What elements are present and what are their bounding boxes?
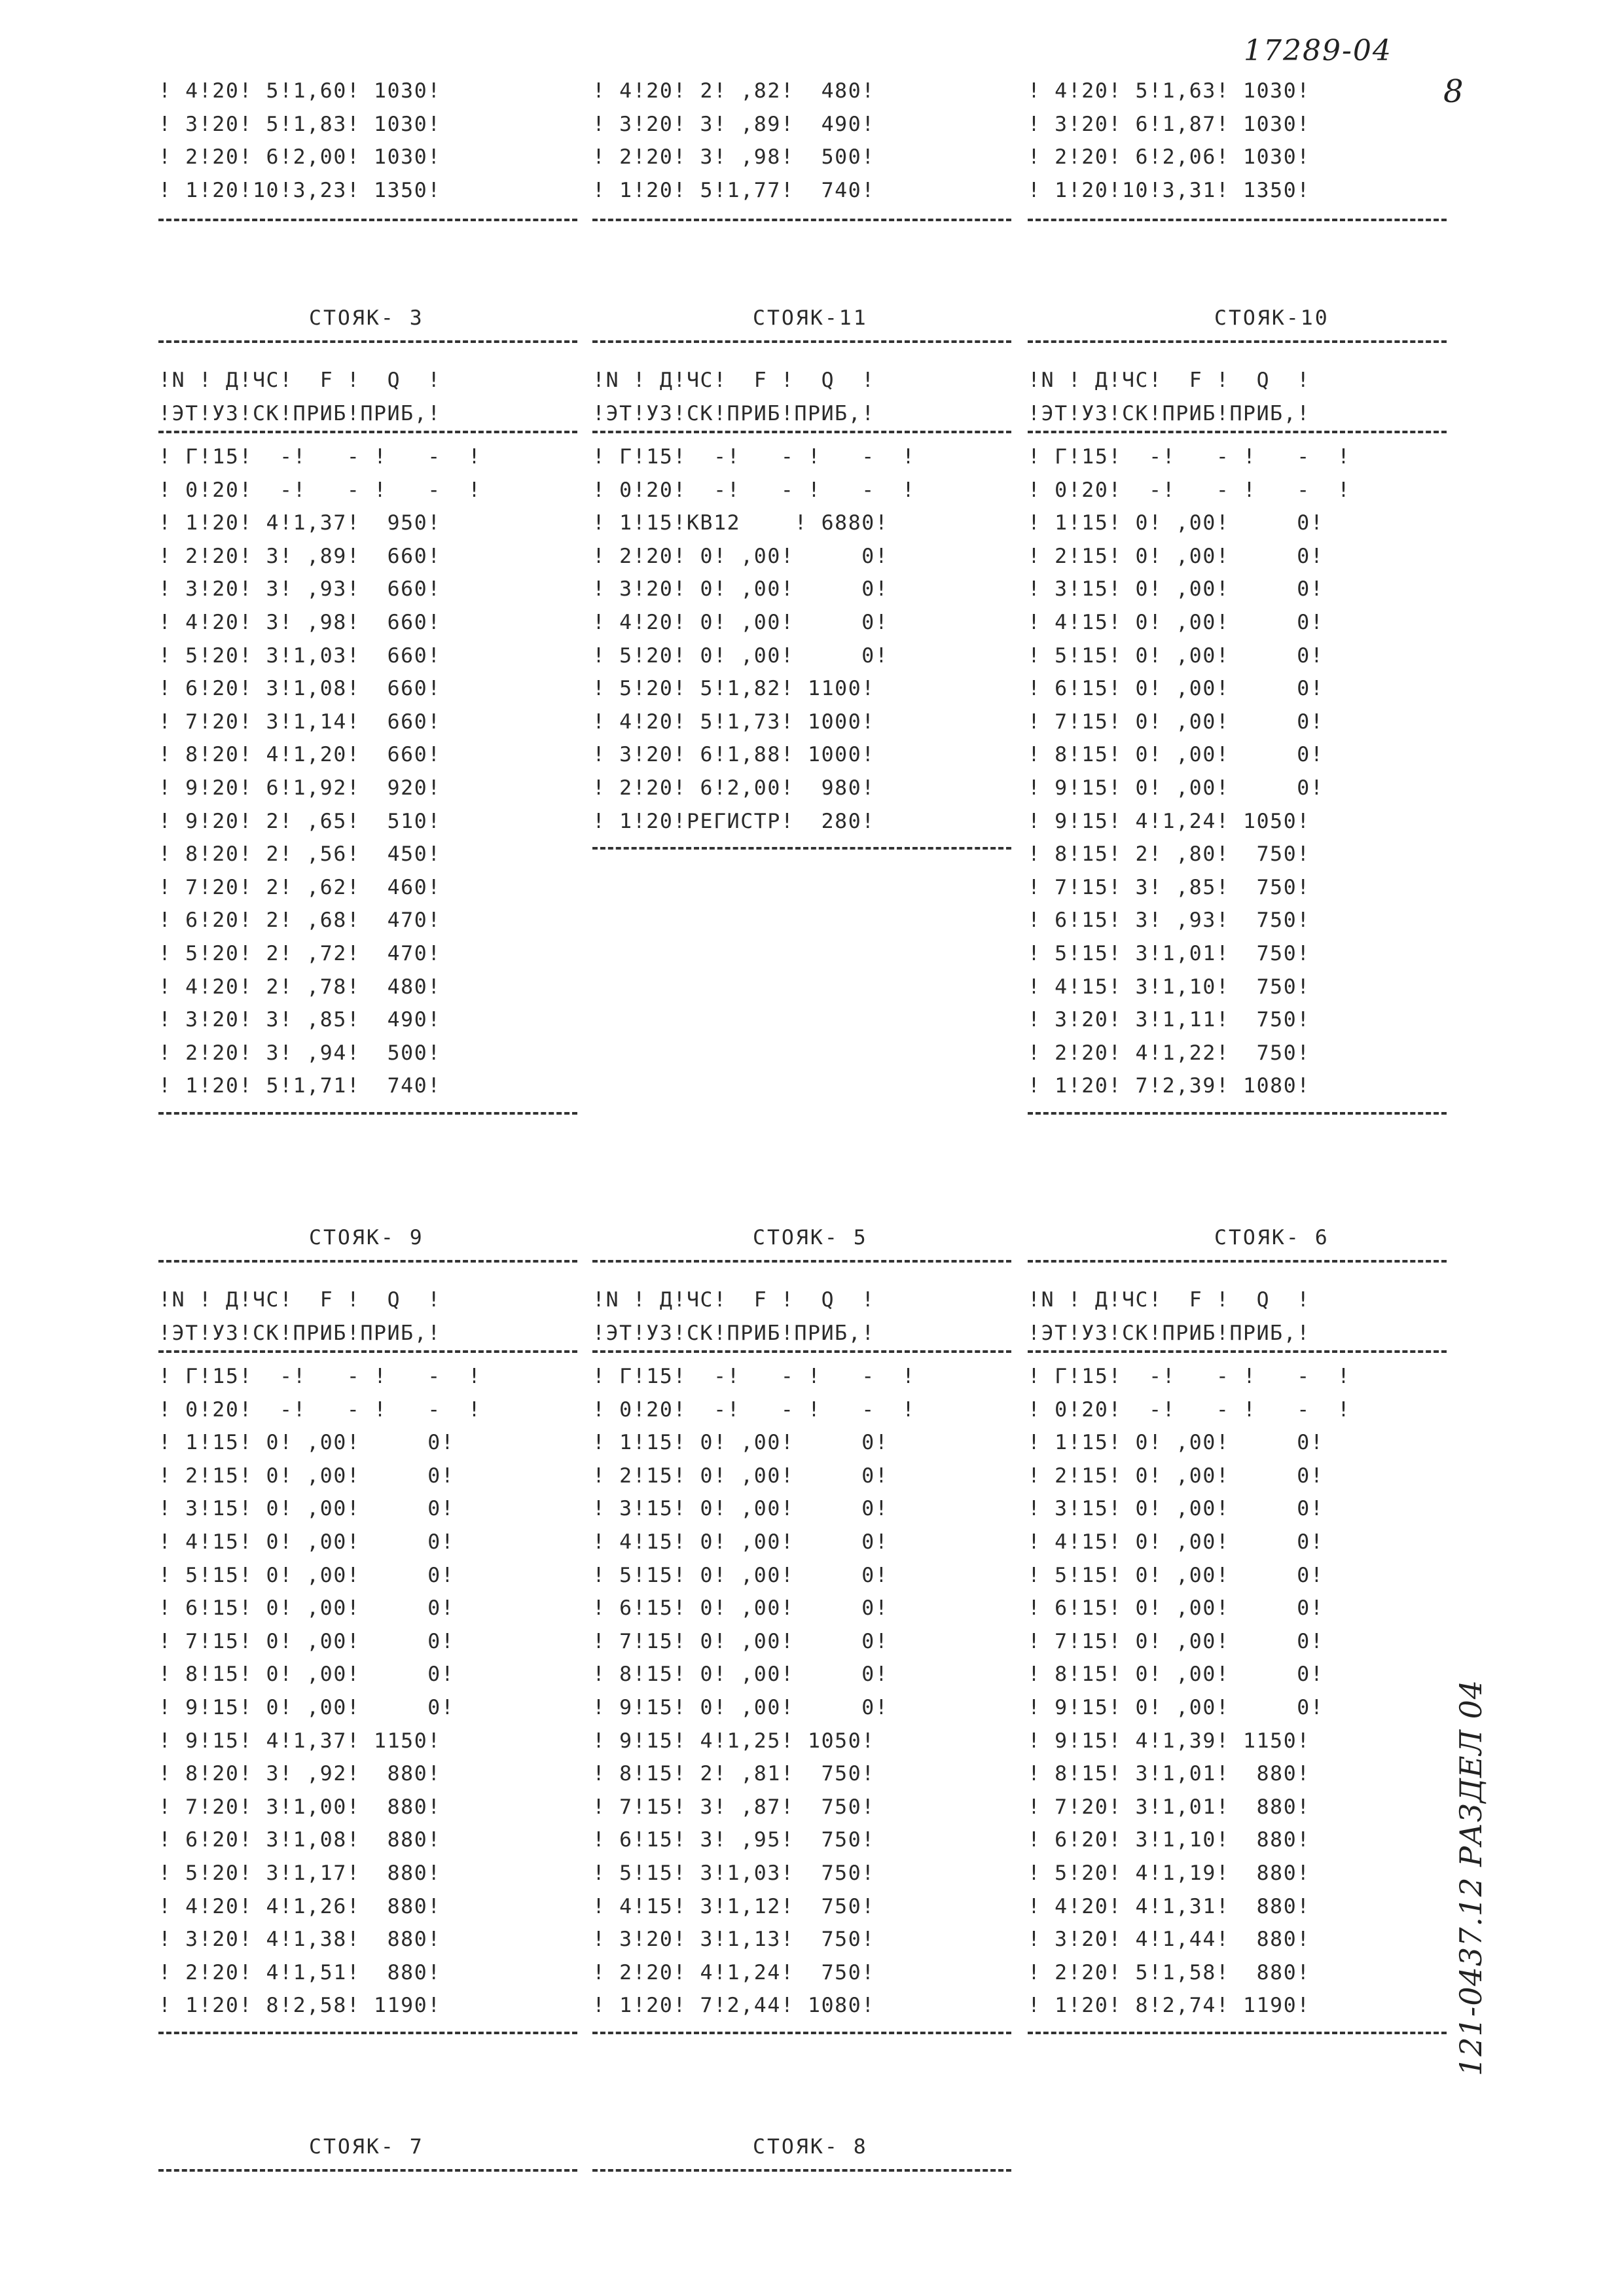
table-row: ! 2!20! 4!1,22! 750!	[1028, 1041, 1310, 1065]
table-row: ! 5!20! 3!1,03! 660!	[158, 643, 441, 668]
table-row: ! 5!15! 3!1,01! 750!	[1028, 941, 1310, 965]
table-row: ! 1!20! 4!1,37! 950!	[158, 511, 441, 535]
riser-table-1	[158, 440, 482, 1103]
table-row: ! 6!15! 0! ,00! 0!	[1028, 677, 1324, 701]
document-number-annotation: 17289-04	[1244, 34, 1392, 67]
table-row: ! 0!20! -! - ! - !	[1028, 478, 1351, 502]
table-row: ! 0!20! -! - ! - !	[592, 1397, 916, 1422]
table-row: ! Г!15! -! - ! - !	[592, 445, 916, 469]
table-bottom-rule	[1028, 219, 1447, 221]
page-number-annotation: 8	[1443, 73, 1464, 110]
table-row: ! 6!15! 0! ,00! 0!	[158, 1596, 455, 1621]
table-header-1	[158, 1284, 441, 1350]
column-header-row: !ЭТ!УЗ!СК!ПРИБ!ПРИБ,!	[158, 401, 441, 425]
column-header-row: !N ! Д!ЧС! F ! Q !	[158, 1288, 441, 1312]
table-row: ! 9!15! 4!1,37! 1150!	[158, 1729, 441, 1753]
table-row: ! 4!15! 0! ,00! 0!	[1028, 610, 1324, 634]
header-rule	[1028, 431, 1447, 433]
riser-title-1: СТОЯК- 7	[309, 2135, 424, 2159]
table-row: ! 2!15! 0! ,00! 0!	[1028, 1464, 1324, 1488]
table-row: ! 2!20! 3! ,94! 500!	[158, 1041, 441, 1065]
table-row: ! 3!15! 0! ,00! 0!	[158, 1497, 455, 1521]
table-row: ! 5!15! 0! ,00! 0!	[592, 1563, 889, 1587]
table-header-1	[158, 364, 441, 430]
table-top-rule	[592, 2169, 1011, 2172]
table-row: ! 1!15! 0! ,00! 0!	[1028, 511, 1324, 535]
riser-title-2: СТОЯК- 8	[753, 2135, 868, 2159]
table-row: ! 3!15! 0! ,00! 0!	[1028, 1497, 1324, 1521]
table-top-rule	[1028, 340, 1447, 343]
table-row: ! 9!20! 2! ,65! 510!	[158, 809, 441, 833]
table-header-2	[592, 1284, 875, 1350]
column-header-row: !ЭТ!УЗ!СК!ПРИБ!ПРИБ,!	[592, 401, 875, 425]
table-row: ! Г!15! -! - ! - !	[1028, 445, 1351, 469]
table-row: ! 3!20! 6!1,87! 1030!	[1028, 112, 1310, 136]
table-row: ! 2!20! 6!2,00! 980!	[592, 776, 875, 800]
table-row: ! 8!20! 4!1,20! 660!	[158, 743, 441, 767]
table-row: ! 5!20! 5!1,82! 1100!	[592, 677, 875, 701]
table-row: ! 2!20! 6!2,06! 1030!	[1028, 145, 1310, 170]
table-row: ! 7!20! 2! ,62! 460!	[158, 875, 441, 899]
column-header-row: !N ! Д!ЧС! F ! Q !	[1028, 368, 1310, 392]
header-rule	[158, 1350, 577, 1353]
table-row: ! 9!15! 4!1,24! 1050!	[1028, 809, 1310, 833]
table-top-rule	[158, 340, 577, 343]
table-row: ! 0!20! -! - ! - !	[158, 1397, 482, 1422]
table-row: ! 7!15! 3! ,85! 750!	[1028, 875, 1310, 899]
riser-table-3	[1028, 440, 1351, 1103]
table-row: ! 6!15! 3! ,95! 750!	[592, 1828, 875, 1852]
table-row: ! 8!15! 0! ,00! 0!	[592, 1662, 889, 1687]
table-row: ! 4!20! 5!1,73! 1000!	[592, 709, 875, 734]
table-bottom-rule	[592, 219, 1011, 221]
table-row: ! 1!20! 5!1,77! 740!	[592, 178, 875, 202]
table-row: ! 8!15! 0! ,00! 0!	[158, 1662, 455, 1687]
table-row: ! 6!20! 2! ,68! 470!	[158, 908, 441, 933]
table-row: ! 1!15! 0! ,00! 0!	[1028, 1431, 1324, 1455]
table-row: ! 8!15! 3!1,01! 880!	[1028, 1762, 1310, 1786]
table-row: ! 9!15! 4!1,39! 1150!	[1028, 1729, 1310, 1753]
table-row: ! 1!20! 7!2,39! 1080!	[1028, 1074, 1310, 1098]
table-row: ! 5!15! 0! ,00! 0!	[1028, 1563, 1324, 1587]
table-header-3	[1028, 1284, 1310, 1350]
table-row: ! 0!20! -! - ! - !	[158, 478, 482, 502]
table-row: ! Г!15! -! - ! - !	[158, 1365, 482, 1388]
table-row: ! 8!15! 2! ,81! 750!	[592, 1762, 875, 1786]
table-row: ! 1!20! 5!1,71! 740!	[158, 1074, 441, 1098]
riser-title-1: СТОЯК- 3	[309, 306, 424, 330]
table-row: ! 0!20! -! - ! - !	[1028, 1397, 1351, 1422]
table-row: ! 4!20! 5!1,60! 1030!	[158, 79, 441, 103]
table-row: ! Г!15! -! - ! - !	[158, 445, 482, 469]
table-top-rule	[592, 340, 1011, 343]
table-row: ! 0!20! -! - ! - !	[592, 478, 916, 502]
table-row: ! 7!20! 3!1,14! 660!	[158, 709, 441, 734]
column-header-row: !N ! Д!ЧС! F ! Q !	[158, 368, 441, 392]
riser-title-2: СТОЯК-11	[753, 306, 868, 330]
table-row: ! 8!15! 0! ,00! 0!	[1028, 743, 1324, 767]
table-top-rule	[592, 1260, 1011, 1263]
table-header-2	[592, 364, 875, 430]
table-row: ! 7!15! 0! ,00! 0!	[1028, 709, 1324, 734]
table-row: ! 9!20! 6!1,92! 920!	[158, 776, 441, 800]
table-bottom-rule	[158, 219, 577, 221]
table-bottom-rule	[592, 2032, 1011, 2034]
table-row: ! 6!15! 0! ,00! 0!	[1028, 1596, 1324, 1621]
riser-title-2: СТОЯК- 5	[753, 1226, 868, 1249]
table-row: ! 4!15! 3!1,12! 750!	[592, 1894, 875, 1918]
table-row: ! 4!15! 3!1,10! 750!	[1028, 975, 1310, 999]
table-row: ! 2!20! 4!1,51! 880!	[158, 1960, 441, 1985]
table-row: ! 1!20! 7!2,44! 1080!	[592, 1994, 875, 2018]
table-row: ! 9!15! 0! ,00! 0!	[1028, 776, 1324, 800]
table-row: ! 5!20! 2! ,72! 470!	[158, 941, 441, 965]
table-row: ! 7!15! 0! ,00! 0!	[158, 1629, 455, 1653]
header-rule	[1028, 1350, 1447, 1353]
riser-title-1: СТОЯК- 9	[309, 1226, 424, 1249]
column-header-row: !N ! Д!ЧС! F ! Q !	[592, 368, 875, 392]
table-row: ! 1!20! 8!2,74! 1190!	[1028, 1994, 1310, 2018]
table-row: ! Г!15! -! - ! - !	[592, 1365, 916, 1388]
table-row: ! 5!20! 4!1,19! 880!	[1028, 1861, 1310, 1885]
table-row: ! 6!20! 3!1,08! 880!	[158, 1828, 441, 1852]
table-row: ! 9!15! 0! ,00! 0!	[592, 1695, 889, 1719]
table-row: ! 3!20! 3! ,89! 490!	[592, 112, 875, 136]
table-row: ! 7!20! 3!1,01! 880!	[1028, 1795, 1310, 1819]
table-row: ! 5!20! 3!1,17! 880!	[158, 1861, 441, 1885]
riser-table-1	[158, 1360, 482, 2022]
column-header-row: !ЭТ!УЗ!СК!ПРИБ!ПРИБ,!	[1028, 401, 1310, 425]
table-row: ! 3!20! 6!1,88! 1000!	[592, 743, 875, 767]
table-row: ! 4!20! 0! ,00! 0!	[592, 610, 889, 634]
table-row: ! 4!20! 2! ,82! 480!	[592, 79, 875, 103]
table-row: ! 4!20! 2! ,78! 480!	[158, 975, 441, 999]
continued-table-3	[1028, 75, 1310, 207]
table-row: ! 3!20! 4!1,38! 880!	[158, 1928, 441, 1952]
riser-title-3: СТОЯК- 6	[1214, 1226, 1329, 1249]
table-row: ! 2!20! 5!1,58! 880!	[1028, 1960, 1310, 1985]
header-rule	[158, 431, 577, 433]
table-bottom-rule	[158, 1112, 577, 1115]
table-row: ! 2!20! 0! ,00! 0!	[592, 544, 889, 568]
table-row: ! 3!20! 3! ,93! 660!	[158, 577, 441, 602]
table-row: ! 5!15! 3!1,03! 750!	[592, 1861, 875, 1885]
table-row: ! 4!20! 4!1,31! 880!	[1028, 1894, 1310, 1918]
table-bottom-rule	[1028, 2032, 1447, 2034]
table-row: ! 5!15! 0! ,00! 0!	[1028, 643, 1324, 668]
table-row: ! 2!15! 0! ,00! 0!	[1028, 544, 1324, 568]
table-bottom-rule	[592, 847, 1011, 850]
table-row: ! 8!15! 0! ,00! 0!	[1028, 1662, 1324, 1687]
table-row: ! 3!15! 0! ,00! 0!	[1028, 577, 1324, 602]
table-row: ! 5!15! 0! ,00! 0!	[158, 1563, 455, 1587]
table-row: ! 1!20!10!3,31! 1350!	[1028, 178, 1310, 202]
continued-table-1	[158, 75, 441, 207]
table-row: ! 2!15! 0! ,00! 0!	[158, 1464, 455, 1488]
header-rule	[592, 431, 1011, 433]
table-bottom-rule	[158, 2032, 577, 2034]
riser-table-2	[592, 1360, 916, 2022]
table-row: ! 6!15! 0! ,00! 0!	[592, 1596, 889, 1621]
table-header-3	[1028, 364, 1310, 430]
table-row: ! 6!20! 3!1,08! 660!	[158, 677, 441, 701]
column-header-row: !ЭТ!УЗ!СК!ПРИБ!ПРИБ,!	[592, 1321, 875, 1345]
table-row: ! 7!20! 3!1,00! 880!	[158, 1795, 441, 1819]
table-row: ! 4!15! 0! ,00! 0!	[158, 1530, 455, 1554]
table-row: ! 3!20! 0! ,00! 0!	[592, 577, 889, 602]
table-row: ! Г!15! -! - ! - !	[1028, 1365, 1351, 1388]
table-row: ! 8!20! 2! ,56! 450!	[158, 842, 441, 867]
table-row: ! 2!20! 3! ,89! 660!	[158, 544, 441, 568]
table-row: ! 2!20! 4!1,24! 750!	[592, 1960, 875, 1985]
section-side-label: 121-0437.12 РАЗДЕЛ 04	[1453, 1679, 1489, 2076]
table-row: ! 7!15! 3! ,87! 750!	[592, 1795, 875, 1819]
table-row: ! 7!15! 0! ,00! 0!	[592, 1629, 889, 1653]
table-top-rule	[158, 2169, 577, 2172]
table-bottom-rule	[1028, 1112, 1447, 1115]
table-row: ! 8!15! 2! ,80! 750!	[1028, 842, 1310, 867]
table-row: ! 9!15! 4!1,25! 1050!	[592, 1729, 875, 1753]
riser-table-2	[592, 440, 916, 838]
table-row: ! 1!15! 0! ,00! 0!	[158, 1431, 455, 1455]
column-header-row: !ЭТ!УЗ!СК!ПРИБ!ПРИБ,!	[1028, 1321, 1310, 1345]
table-row: ! 4!15! 0! ,00! 0!	[1028, 1530, 1324, 1554]
table-row: ! 3!20! 3!1,13! 750!	[592, 1928, 875, 1952]
continued-table-2	[592, 75, 875, 207]
table-row: ! 6!15! 3! ,93! 750!	[1028, 908, 1310, 933]
riser-title-3: СТОЯК-10	[1214, 306, 1329, 330]
column-header-row: !N ! Д!ЧС! F ! Q !	[592, 1288, 875, 1312]
riser-table-3	[1028, 1360, 1351, 2022]
table-row: ! 1!20! 8!2,58! 1190!	[158, 1994, 441, 2018]
column-header-row: !N ! Д!ЧС! F ! Q !	[1028, 1288, 1310, 1312]
table-row: ! 3!20! 4!1,44! 880!	[1028, 1928, 1310, 1952]
table-row: ! 6!20! 3!1,10! 880!	[1028, 1828, 1310, 1852]
table-row: ! 1!15! 0! ,00! 0!	[592, 1431, 889, 1455]
table-row: ! 3!20! 3!1,11! 750!	[1028, 1008, 1310, 1032]
table-row: ! 7!15! 0! ,00! 0!	[1028, 1629, 1324, 1653]
table-row: ! 9!15! 0! ,00! 0!	[1028, 1695, 1324, 1719]
table-row: ! 4!20! 5!1,63! 1030!	[1028, 79, 1310, 103]
table-row: ! 2!20! 6!2,00! 1030!	[158, 145, 441, 170]
header-rule	[592, 1350, 1011, 1353]
table-row: ! 3!20! 3! ,85! 490!	[158, 1008, 441, 1032]
table-row: ! 2!20! 3! ,98! 500!	[592, 145, 875, 170]
table-row: ! 1!20!10!3,23! 1350!	[158, 178, 441, 202]
table-row: ! 3!15! 0! ,00! 0!	[592, 1497, 889, 1521]
column-header-row: !ЭТ!УЗ!СК!ПРИБ!ПРИБ,!	[158, 1321, 441, 1345]
table-row: ! 1!15!КВ12 ! 6880!	[592, 511, 889, 535]
table-top-rule	[1028, 1260, 1447, 1263]
table-row: ! 4!15! 0! ,00! 0!	[592, 1530, 889, 1554]
table-row: ! 4!20! 3! ,98! 660!	[158, 610, 441, 634]
table-row: ! 1!20!РЕГИСТР! 280!	[592, 809, 875, 833]
table-row: ! 9!15! 0! ,00! 0!	[158, 1695, 455, 1719]
table-row: ! 8!20! 3! ,92! 880!	[158, 1762, 441, 1786]
table-row: ! 2!15! 0! ,00! 0!	[592, 1464, 889, 1488]
table-row: ! 4!20! 4!1,26! 880!	[158, 1894, 441, 1918]
table-row: ! 3!20! 5!1,83! 1030!	[158, 112, 441, 136]
table-top-rule	[158, 1260, 577, 1263]
table-row: ! 5!20! 0! ,00! 0!	[592, 643, 889, 668]
